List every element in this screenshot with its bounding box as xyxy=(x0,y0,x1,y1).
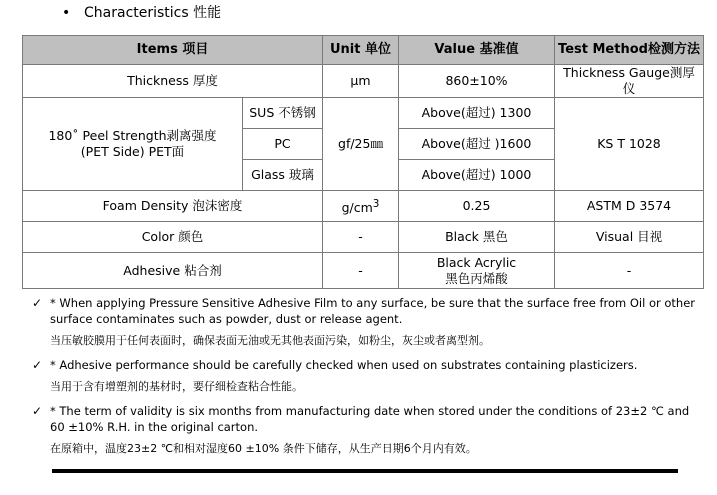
header-unit: Unit 单位 xyxy=(323,36,399,65)
adhesive-value-line1: Black Acrylic xyxy=(436,254,517,270)
checkmark-icon: ✓ xyxy=(32,296,43,310)
substrate-cell: PC xyxy=(243,129,323,160)
note-item xyxy=(32,295,702,349)
method-cell: KS T 1028 xyxy=(555,98,704,191)
note-english xyxy=(32,357,702,373)
note-chinese: 当用于含有增塑剂的基材时，要仔细检查粘合性能。 xyxy=(50,380,303,393)
characteristics-table xyxy=(22,35,704,289)
note-text: * Adhesive performance should be carefully checked when used on substrates containing plasticizers. xyxy=(50,358,638,372)
method-cell: Visual 目视 xyxy=(555,222,704,253)
section-title: Characteristics 性能 xyxy=(84,5,222,21)
peel-item-line1: 180˚ Peel Strength剥离强度 xyxy=(48,128,217,143)
note-chinese: 在原箱中，温度23±2 ℃和相对湿度60 ±10% 条件下储存，从生产日期6个月内有效。 xyxy=(50,442,477,455)
note-text: * When applying Pressure Sensitive Adhesive Film to any surface, be sure that the surface free from Oil or other surface contaminates such as powder, dust or release agent. xyxy=(50,296,696,326)
table-row xyxy=(23,253,704,289)
peel-item-line2: (PET Side) PET面 xyxy=(80,144,185,159)
value-cell: Black 黑色 xyxy=(399,222,555,253)
table-row xyxy=(23,98,704,129)
value-cell xyxy=(399,253,555,289)
item-cell: Color 颜色 xyxy=(23,222,323,253)
item-cell: Thickness 厚度 xyxy=(23,65,323,98)
unit-superscript: 3 xyxy=(372,197,380,210)
notes-list xyxy=(32,295,702,465)
table-row xyxy=(23,222,704,253)
section-heading xyxy=(62,4,221,22)
adhesive-value-line2: 黑色丙烯酸 xyxy=(445,270,508,286)
method-cell: - xyxy=(555,253,704,289)
unit-cell: - xyxy=(323,253,399,289)
footer-divider xyxy=(52,469,678,473)
method-cell: ASTM D 3574 xyxy=(555,191,704,222)
note-english xyxy=(32,295,702,327)
table-row xyxy=(23,65,704,98)
table-row xyxy=(23,191,704,222)
bullet-icon: • xyxy=(62,5,71,21)
header-items: Items 项目 xyxy=(23,36,323,65)
header-test-method: Test Method检测方法 xyxy=(555,36,704,65)
note-text: * The term of validity is six months from manufacturing date when stored under the conditions of 23±2 ℃ and 60 ±10% R.H. in the original carton. xyxy=(50,404,690,434)
checkmark-icon: ✓ xyxy=(32,358,43,372)
method-cell: Thickness Gauge测厚仪 xyxy=(555,65,704,98)
value-cell: 860±10% xyxy=(399,65,555,98)
unit-base: g/cm xyxy=(341,200,373,216)
item-cell: Foam Density 泡沫密度 xyxy=(23,191,323,222)
note-english xyxy=(32,403,702,435)
unit-cell xyxy=(323,191,399,222)
item-cell xyxy=(23,98,243,191)
unit-cell: - xyxy=(323,222,399,253)
header-value: Value 基准值 xyxy=(399,36,555,65)
value-cell: Above(超过) 1300 xyxy=(399,98,555,129)
unit-cell: μm xyxy=(323,65,399,98)
note-chinese: 当压敏胶膜用于任何表面时，确保表面无油或无其他表面污染，如粉尘，灰尘或者离型剂。 xyxy=(50,334,490,347)
checkmark-icon: ✓ xyxy=(32,404,43,418)
value-cell: Above(超过) 1000 xyxy=(399,160,555,191)
substrate-cell: SUS 不锈钢 xyxy=(243,98,323,129)
note-item xyxy=(32,357,702,395)
unit-cell: gf/25㎜ xyxy=(323,98,399,191)
item-cell: Adhesive 粘合剂 xyxy=(23,253,323,289)
value-cell: Above(超过 )1600 xyxy=(399,129,555,160)
value-cell: 0.25 xyxy=(399,191,555,222)
note-item xyxy=(32,403,702,457)
substrate-cell: Glass 玻璃 xyxy=(243,160,323,191)
table-header-row xyxy=(23,36,704,65)
